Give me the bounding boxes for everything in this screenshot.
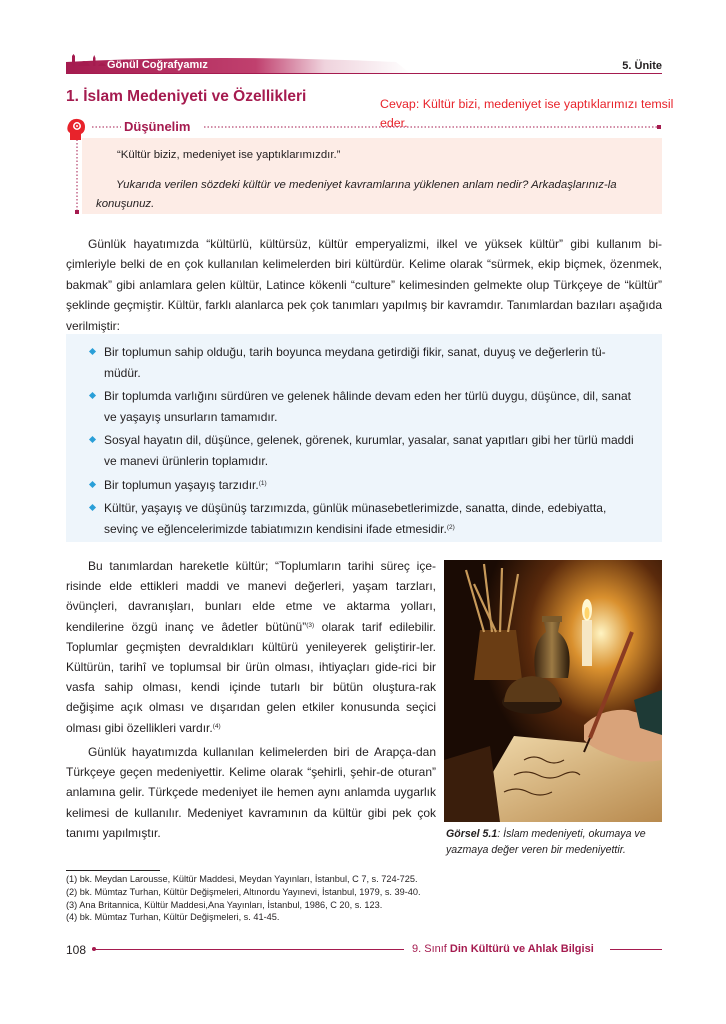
diamond-bullet-icon (89, 392, 96, 399)
footnote-rule (66, 870, 160, 871)
calligraphy-photo (444, 560, 662, 822)
definitions-box (66, 334, 662, 542)
list-item: Bir toplumda varlığını sürdüren ve gelenek hâlinde devam eden her türlü duygu, düşünce, dil, sanat ve yaşayış unsurların tamamıdır. (104, 386, 642, 427)
footnote: (3) Ana Britannica, Kültür Maddesi,Ana Yayınları, İstanbul, 1986, C 20, s. 123. (66, 899, 383, 910)
list-item: Sosyal hayatın dil, düşünce, gelenek, görenek, kurumlar, yasalar, sanat yapıtları gibi her türlü maddi ve manevi ürünlerin toplamıdır. (104, 430, 642, 471)
footer-dot (92, 947, 96, 951)
think-label: Düşünelim (124, 119, 191, 134)
diamond-bullet-icon (89, 436, 96, 443)
list-item: Bir toplumun yaşayış tarzıdır.$^{(1)}$ (104, 475, 642, 496)
book-title: 9. Sınıf Din Kültürü ve Ahlak Bilgisi (412, 943, 594, 955)
diamond-bullet-icon (89, 481, 96, 488)
page-number: 108 (66, 943, 87, 957)
answer-note: Cevap: Kültür bizi, medeniyet ise yaptıklarımızı temsil eder. (380, 97, 674, 130)
footer-rule-right (610, 949, 662, 950)
header-title: Gönül Coğrafyamız (107, 59, 208, 71)
paragraph-1: Günlük hayatımızda “kültürlü, kültürsüz, kültür emperyalizmi, ilkel ve yüksek kültür” gibi kullanım bi-çimleriyle belki de en çok kullanılan kelimelerden biri kültürdür. Kelime olarak “sürmek, ekip biçmek, özenmek, bakmak” gibi anlamlara gelen kültür, Latince kökenli “culture” kelimesinden gelmekte olup Türkçeye de “kültür” şeklinde geçmiştir. Kültür, farklı alanlarca pek çok tanımları yapılmış bir kavramdır. Tanımlardan bazıları aşağıda verilmiştir: (66, 237, 662, 333)
think-quote: “Kültür biziz, medeniyet ise yaptıklarımızdır.” (117, 149, 341, 161)
list-item: Kültür, yaşayış ve düşünüş tarzımızda, günlük münasebetlerimizde, sanatta, dinde, edebiyatta, sevinç ve eğlencelerimizde tabiatımızın kendisini ifade etmesidir.$^{(2)}$ (104, 498, 642, 539)
diamond-bullet-icon (89, 504, 96, 511)
think-question: Yukarıda verilen sözdeki kültür ve medeniyet kavramlarına yüklenen anlam nedir? Arkadaşlarınız-la konuşunuz. (96, 179, 617, 210)
footer-rule-left (92, 949, 404, 950)
diamond-bullet-icon (89, 348, 96, 355)
paragraph-2: Bu tanımlardan hareketle kültür; “Toplumların tarihi süreç içe-risinde elde ettikleri maddi ve manevi değerleri, yaşam tarzları, övünçleri, davranışları, bunları elde etme ve aktarma yolları, kendilerine özgü inanç ve âdetler bütünü”$^{(3)}$ olarak tarif edilebilir. Toplumlar geçmişten devraldıkları kültürü yenileyerek geliştirir-ler. Kültürün, tarihî ve toplumsal bir ürün olması, ihtiyaçları gide-rici bir vasfa sahip olması, kendi içinde tutarlı bir bütün oluştura-rak değişime açık olması ve dışarıdan gelen etkiler konusunda seçici olması gibi özellikleri vardır.$^{(4)}$ (66, 559, 436, 735)
figure-caption: Görsel 5.1: İslam medeniyeti, okumaya ve yazmaya değer veren bir medeniyettir. (446, 828, 646, 857)
thinking-head-icon (66, 118, 88, 144)
unit-label: 5. Ünite (622, 60, 662, 72)
paragraph-3: Günlük hayatımızda kullanılan kelimelerden biri de Arapça-dan Türkçeye geçen medeniyettir. Kelime olarak “şehirli, şehir-de oturan” anlamına gelir. Türkçede medeniyet ile hemen aynı anlamda uygarlık kelimesi de kullanılır. Medeniyet kavramının da kültür gibi pek çok tanımı yapılmıştır. (66, 745, 436, 840)
definitions-list (66, 334, 662, 539)
footnote: (4) bk. Mümtaz Turhan, Kültür Değişmeleri, s. 41-45. (66, 912, 280, 923)
section-title: 1. İslam Medeniyeti ve Özellikleri (66, 88, 307, 105)
footnote: (2) bk. Mümtaz Turhan, Kültür Değişmeleri, Altınordu Yayınevi, İstanbul, 1979, s. 39-40. (66, 886, 421, 897)
list-item: Bir toplumun sahip olduğu, tarih boyunca meydana getirdiği fikir, sanat, duyuş ve değerlerin tü-müdür. (104, 342, 642, 383)
footnote: (1) bk. Meydan Larousse, Kültür Maddesi, Meydan Yayınları, İstanbul, C 7, s. 724-725. (66, 874, 418, 884)
footnotes (66, 873, 666, 924)
